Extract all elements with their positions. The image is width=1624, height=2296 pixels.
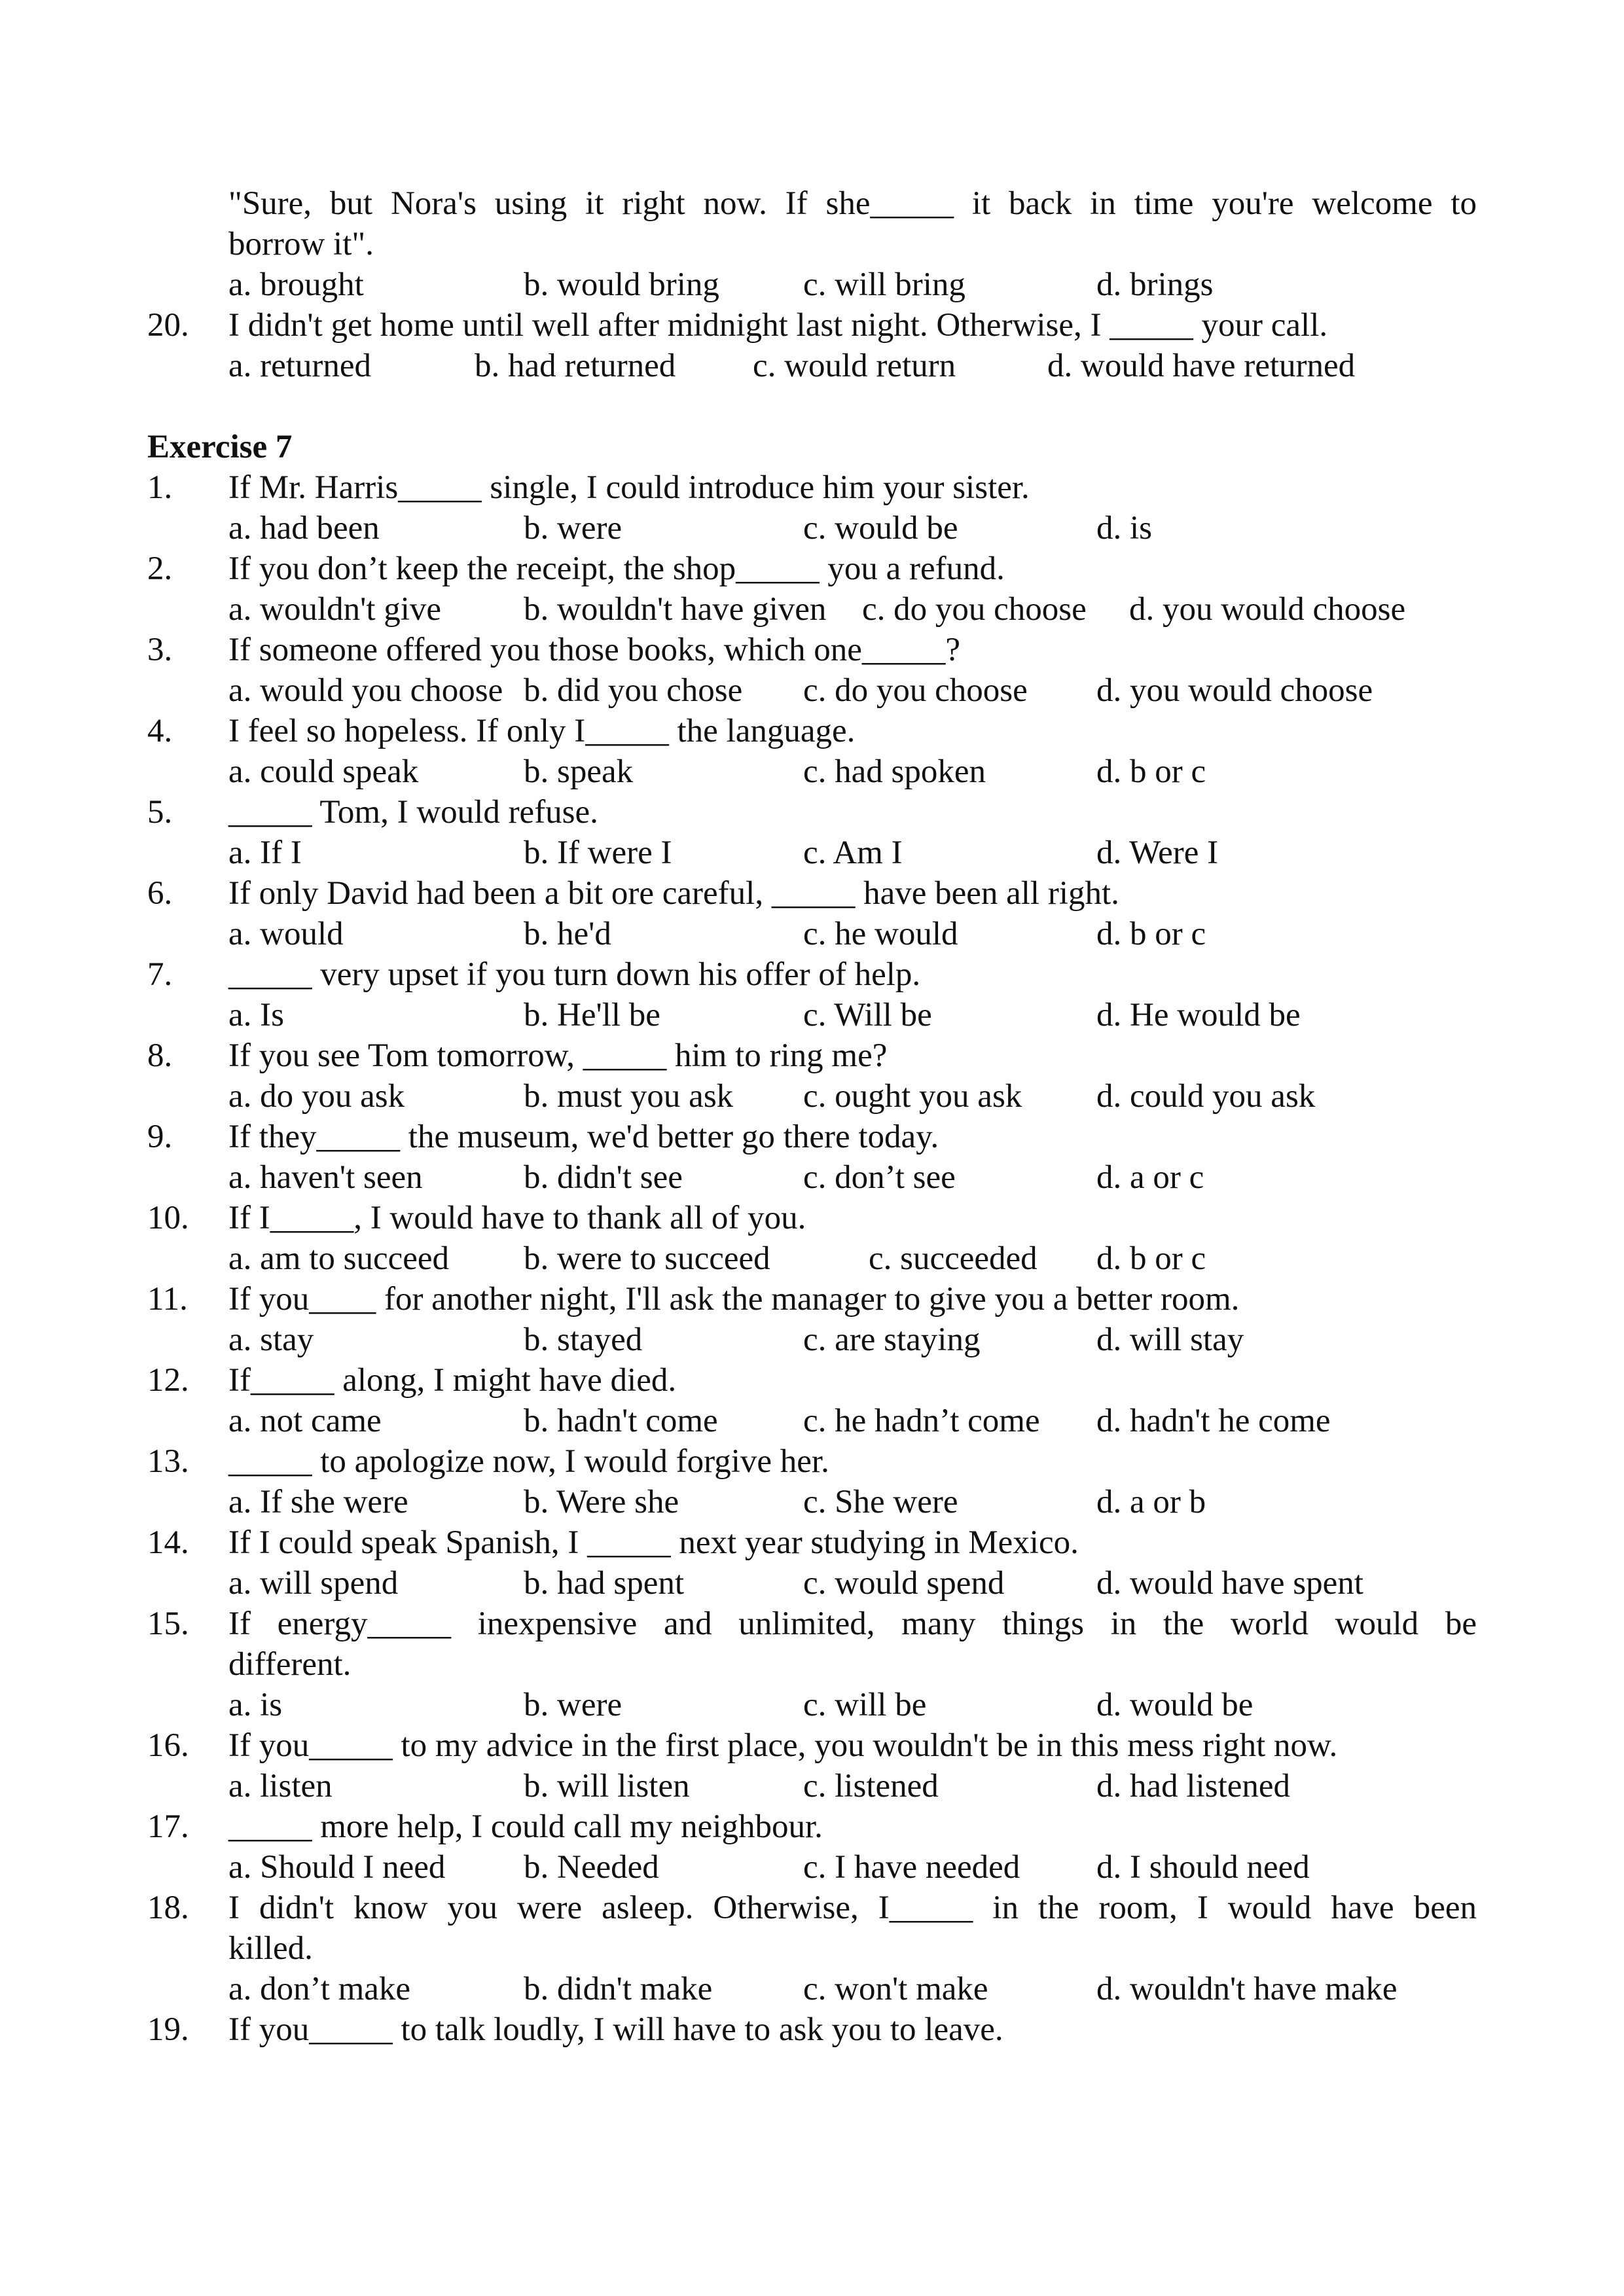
answer-option-b: b. didn't make	[524, 1971, 713, 2007]
q19-text-line1: "Sure, but Nora's using it right now. If she_____ it back in time you're welcome to	[228, 185, 1477, 222]
answer-option-c: c. do you choose	[862, 591, 1087, 628]
answer-option-b: b. will listen	[524, 1768, 690, 1804]
answer-option-c: c. Will be	[803, 997, 932, 1033]
answer-option-a: a. Should I need	[228, 1849, 446, 1886]
q20-option-b: b. had returned	[475, 348, 676, 384]
answer-option-d: d. b or c	[1096, 1240, 1206, 1277]
q19-option-c: c. will bring	[803, 266, 965, 303]
question-text: If Mr. Harris_____ single, I could introduce him your sister.	[228, 469, 1030, 506]
answer-option-b: b. didn't see	[524, 1159, 683, 1196]
exercise-title: Exercise 7	[147, 429, 293, 465]
question-number: 14.	[147, 1524, 189, 1561]
q20-option-a: a. returned	[228, 348, 372, 384]
answer-option-a: a. If she were	[228, 1484, 408, 1520]
answer-option-d: d. a or c	[1096, 1159, 1204, 1196]
answer-option-d: d. you would choose	[1129, 591, 1406, 628]
answer-option-d: d. a or b	[1096, 1484, 1206, 1520]
q20-text: I didn't get home until well after midnight last night. Otherwise, I _____ your call.	[228, 307, 1328, 344]
answer-option-a: a. Is	[228, 997, 284, 1033]
answer-option-a: a. do you ask	[228, 1078, 405, 1115]
answer-option-b: b. were to succeed	[524, 1240, 770, 1277]
question-text: _____ more help, I could call my neighbour.	[228, 1808, 823, 1845]
question-text: I feel so hopeless. If only I_____ the language.	[228, 713, 856, 749]
answer-option-c: c. would spend	[803, 1565, 1005, 1602]
answer-option-d: d. I should need	[1096, 1849, 1310, 1886]
answer-option-c: c. would be	[803, 510, 958, 547]
answer-option-c: c. Am I	[803, 834, 903, 871]
answer-option-a: a. If I	[228, 834, 302, 871]
answer-option-c: c. I have needed	[803, 1849, 1020, 1886]
answer-option-c: c. are staying	[803, 1321, 981, 1358]
answer-option-b: b. had spent	[524, 1565, 685, 1602]
answer-option-a: a. will spend	[228, 1565, 399, 1602]
answer-option-d: d. had listened	[1096, 1768, 1291, 1804]
answer-option-b: b. hadn't come	[524, 1403, 718, 1439]
question-number: 18.	[147, 1890, 189, 1926]
answer-option-c: c. don’t see	[803, 1159, 956, 1196]
answer-option-d: d. could you ask	[1096, 1078, 1316, 1115]
answer-option-c: c. he hadn’t come	[803, 1403, 1040, 1439]
answer-option-a: a. would	[228, 916, 344, 952]
question-text: If you_____ to talk loudly, I will have to ask you to leave.	[228, 2011, 1003, 2048]
q19-option-a: a. brought	[228, 266, 364, 303]
question-number: 9.	[147, 1119, 173, 1155]
answer-option-b: b. He'll be	[524, 997, 660, 1033]
question-number: 5.	[147, 794, 173, 831]
q20-option-c: c. would return	[753, 348, 956, 384]
answer-option-d: d. will stay	[1096, 1321, 1244, 1358]
answer-option-b: b. he'd	[524, 916, 611, 952]
question-number: 15.	[147, 1605, 189, 1642]
answer-option-d: d. you would choose	[1096, 672, 1373, 709]
answer-option-a: a. stay	[228, 1321, 314, 1358]
question-text: If only David had been a bit ore careful, _____ have been all right.	[228, 875, 1119, 912]
question-text: _____ very upset if you turn down his offer of help.	[228, 956, 921, 993]
question-text: If you see Tom tomorrow, _____ him to ring me?	[228, 1037, 888, 1074]
answer-option-d: d. is	[1096, 510, 1153, 547]
question-number: 12.	[147, 1362, 189, 1399]
answer-option-a: a. not came	[228, 1403, 382, 1439]
question-text: _____ Tom, I would refuse.	[228, 794, 598, 831]
answer-option-c: c. he would	[803, 916, 958, 952]
question-text: If energy_____ inexpensive and unlimited, many things in the world would be	[228, 1605, 1477, 1642]
answer-option-c: c. She were	[803, 1484, 958, 1520]
question-number: 6.	[147, 875, 173, 912]
question-text-continued: different.	[228, 1646, 352, 1683]
answer-option-b: b. Needed	[524, 1849, 659, 1886]
question-text-continued: killed.	[228, 1930, 313, 1967]
question-number: 17.	[147, 1808, 189, 1845]
answer-option-b: b. did you chose	[524, 672, 743, 709]
question-text: If_____ along, I might have died.	[228, 1362, 677, 1399]
answer-option-d: d. would have spent	[1096, 1565, 1363, 1602]
answer-option-c: c. listened	[803, 1768, 939, 1804]
answer-option-c: c. won't make	[803, 1971, 988, 2007]
answer-option-a: a. don’t make	[228, 1971, 411, 2007]
answer-option-b: b. speak	[524, 753, 634, 790]
question-number: 3.	[147, 632, 173, 668]
q20-option-d: d. would have returned	[1047, 348, 1356, 384]
answer-option-d: d. wouldn't have make	[1096, 1971, 1398, 2007]
question-number: 7.	[147, 956, 173, 993]
question-text: If they_____ the museum, we'd better go there today.	[228, 1119, 939, 1155]
answer-option-b: b. stayed	[524, 1321, 643, 1358]
question-number: 4.	[147, 713, 173, 749]
q19-text-line2: borrow it".	[228, 226, 374, 262]
answer-option-c: c. ought you ask	[803, 1078, 1022, 1115]
question-text: If I_____, I would have to thank all of you.	[228, 1200, 806, 1236]
answer-option-a: a. haven't seen	[228, 1159, 423, 1196]
answer-option-a: a. is	[228, 1687, 283, 1723]
question-number: 10.	[147, 1200, 189, 1236]
q19-option-d: d. brings	[1096, 266, 1214, 303]
question-number: 13.	[147, 1443, 189, 1480]
answer-option-a: a. am to succeed	[228, 1240, 450, 1277]
answer-option-b: b. wouldn't have given	[524, 591, 827, 628]
answer-option-a: a. listen	[228, 1768, 333, 1804]
question-text: _____ to apologize now, I would forgive her.	[228, 1443, 829, 1480]
answer-option-c: c. succeeded	[869, 1240, 1038, 1277]
answer-option-c: c. do you choose	[803, 672, 1028, 709]
q20-number: 20.	[147, 307, 189, 344]
question-number: 2.	[147, 550, 173, 587]
answer-option-d: d. hadn't he come	[1096, 1403, 1331, 1439]
answer-option-b: b. If were I	[524, 834, 672, 871]
answer-option-a: a. would you choose	[228, 672, 503, 709]
answer-option-d: d. Were I	[1096, 834, 1219, 871]
question-text: If you don’t keep the receipt, the shop_____ you a refund.	[228, 550, 1005, 587]
answer-option-b: b. were	[524, 510, 623, 547]
question-number: 16.	[147, 1727, 189, 1764]
answer-option-b: b. must you ask	[524, 1078, 734, 1115]
question-text: I didn't know you were asleep. Otherwise, I_____ in the room, I would have been	[228, 1890, 1477, 1926]
answer-option-d: d. He would be	[1096, 997, 1301, 1033]
q19-option-b: b. would bring	[524, 266, 719, 303]
answer-option-a: a. had been	[228, 510, 380, 547]
answer-option-b: b. Were she	[524, 1484, 679, 1520]
question-text: If I could speak Spanish, I _____ next year studying in Mexico.	[228, 1524, 1079, 1561]
question-number: 1.	[147, 469, 173, 506]
answer-option-a: a. wouldn't give	[228, 591, 442, 628]
answer-option-d: d. would be	[1096, 1687, 1254, 1723]
answer-option-c: c. will be	[803, 1687, 927, 1723]
answer-option-a: a. could speak	[228, 753, 419, 790]
question-text: If you_____ to my advice in the first place, you wouldn't be in this mess right now.	[228, 1727, 1338, 1764]
question-number: 19.	[147, 2011, 189, 2048]
question-number: 11.	[147, 1281, 188, 1318]
question-text: If you____ for another night, I'll ask the manager to give you a better room.	[228, 1281, 1240, 1318]
answer-option-c: c. had spoken	[803, 753, 986, 790]
answer-option-b: b. were	[524, 1687, 623, 1723]
answer-option-d: d. b or c	[1096, 753, 1206, 790]
answer-option-d: d. b or c	[1096, 916, 1206, 952]
question-number: 8.	[147, 1037, 173, 1074]
question-text: If someone offered you those books, which one_____?	[228, 632, 960, 668]
